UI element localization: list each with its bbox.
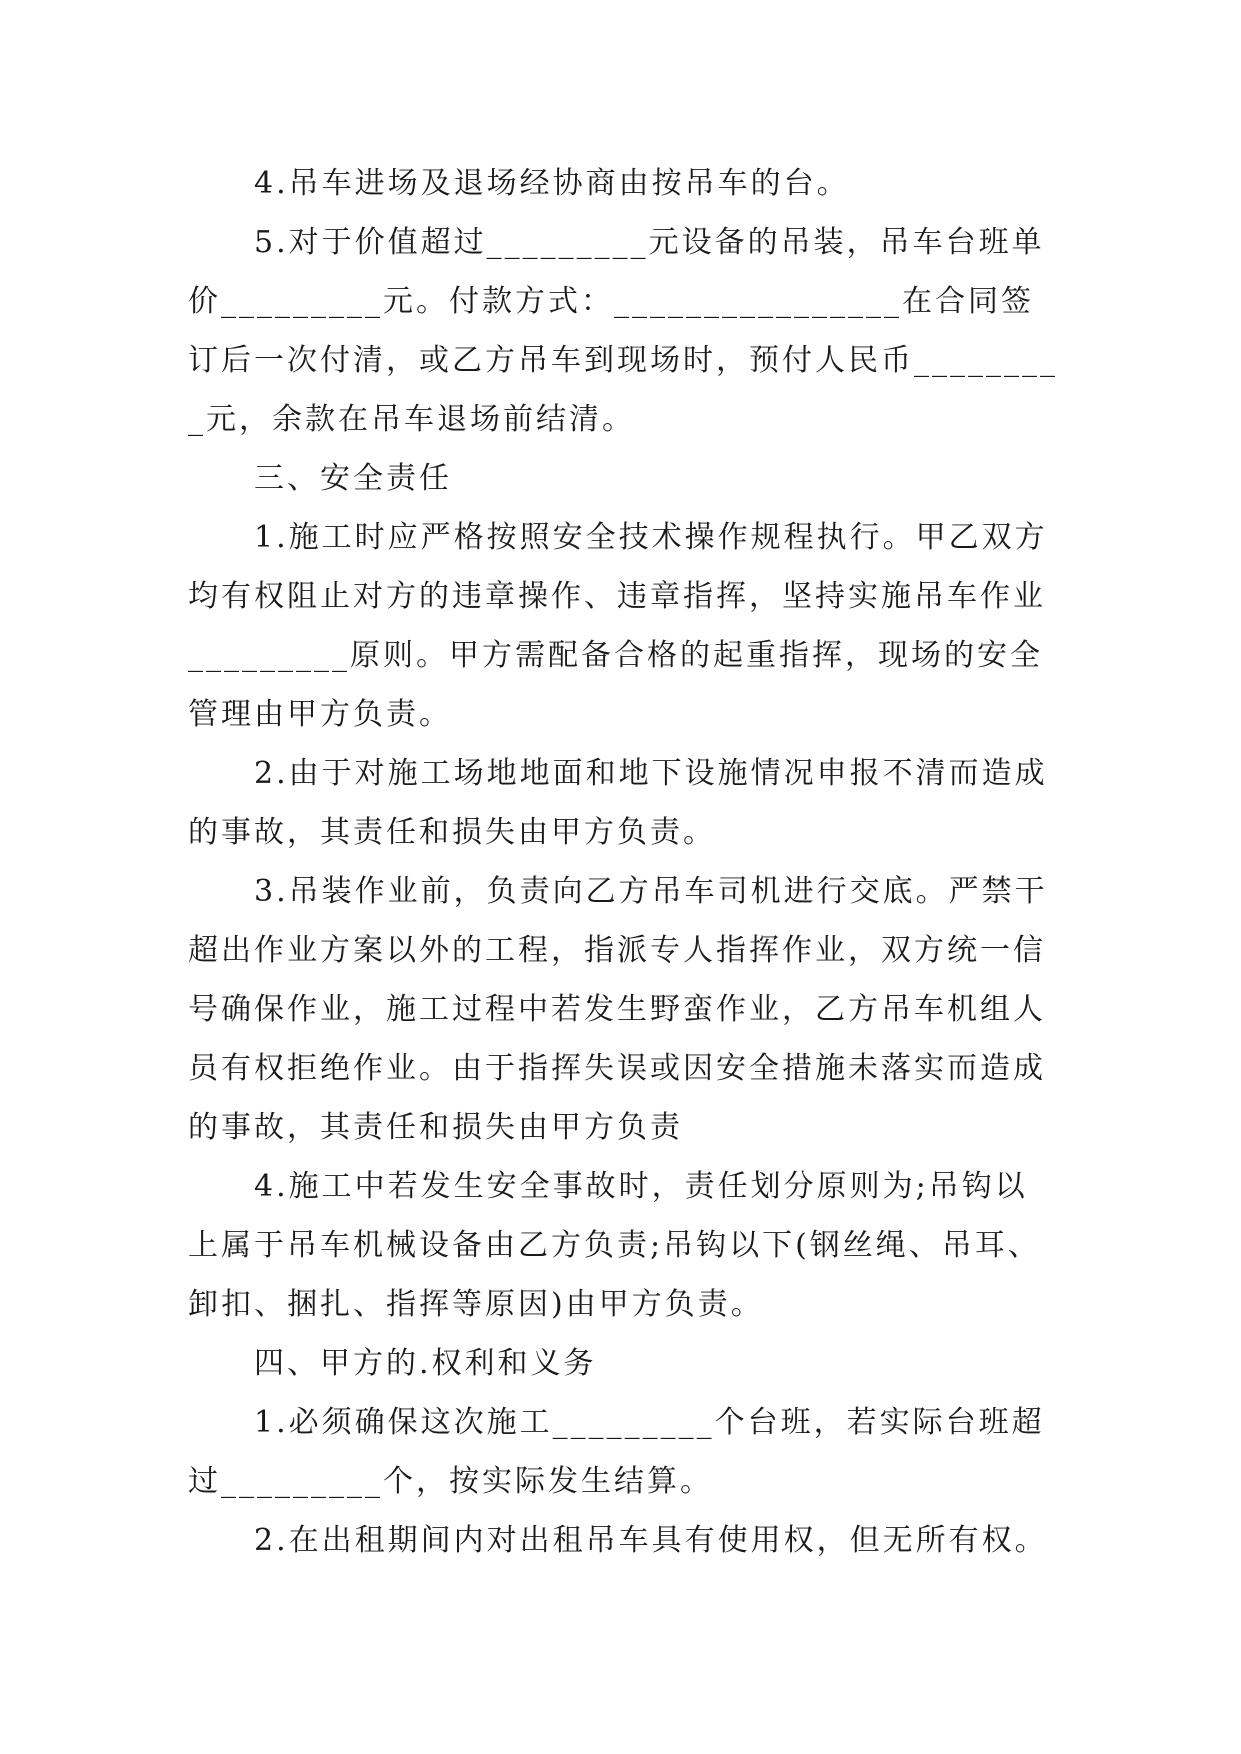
document-page <box>188 154 1060 1570</box>
paragraph-liability-division: 4.施工中若发生安全事故时，责任划分原则为;吊钩以上属于吊车机械设备由乙方负责;吊钩以下(钢丝绳、吊耳、卸扣、捆扎、指挥等原因)由甲方负责。 <box>188 1169 1041 1322</box>
paragraph-usage-right: 2.在出租期间内对出租吊车具有使用权，但无所有权。 <box>254 1523 1048 1558</box>
paragraph-site-declaration: 2.由于对施工场地地面和地下设施情况申报不清而造成的事故，其责任和损失由甲方负责。 <box>188 756 1048 850</box>
paragraph-crane-entry-exit: 4.吊车进场及退场经协商由按吊车的台。 <box>254 166 850 201</box>
paragraph-pre-operation-briefing: 3.吊装作业前，负责向乙方吊车司机进行交底。严禁干超出作业方案以外的工程，指派专人指挥作业，双方统一信号确保作业，施工过程中若发生野蛮作业，乙方吊车机组人员有权拒绝作业。由于指挥失误或因安全措施未落实而造成的事故，其责任和损失由甲方负责 <box>188 874 1048 1145</box>
section-heading-party-a-rights: 四、甲方的.权利和义务 <box>254 1346 597 1381</box>
section-heading-safety: 三、安全责任 <box>254 461 452 496</box>
paragraph-safety-rules: 1.施工时应严格按照安全技术操作规程执行。甲乙双方均有权阻止对方的违章操作、违章指挥，坚持实施吊车作业_________原则。甲方需配备合格的起重指挥，现场的安全管理由甲方负责。 <box>188 520 1048 732</box>
paragraph-payment-terms: 5.对于价值超过_________元设备的吊装，吊车台班单价_________元。付款方式：________________在合同签订后一次付清，或乙方吊车到现场时，预付人民币_________元，余款在吊车退场前结清。 <box>188 225 1058 437</box>
paragraph-shift-guarantee: 1.必须确保这次施工_________个台班，若实际台班超过_________个，按实际发生结算。 <box>188 1405 1045 1499</box>
